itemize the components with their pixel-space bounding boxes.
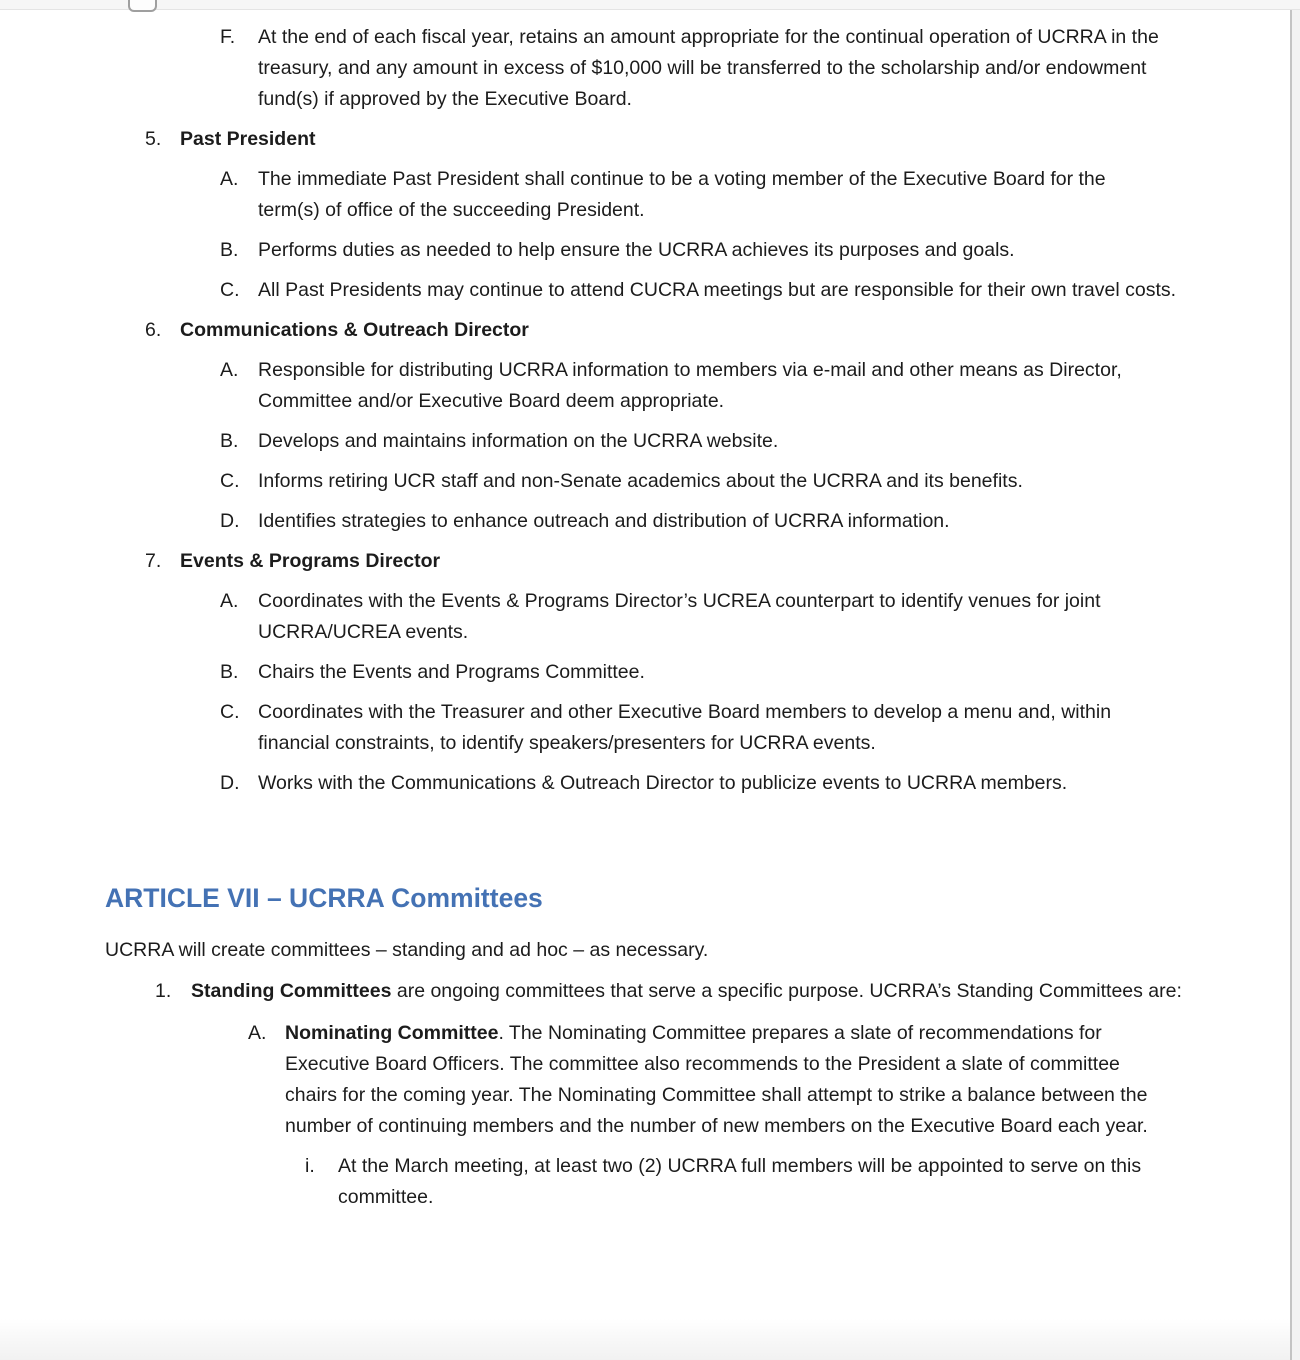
cropped-toolbar-button[interactable] [128, 0, 157, 12]
article-intro: UCRRA will create committees – standing and ad hoc – as necessary. [105, 939, 709, 961]
item-text: All Past Presidents may continue to attend CUCRA meetings but are responsible for their own travel costs. [258, 279, 1177, 301]
list-item [105, 768, 1190, 799]
item-marker: C. [220, 701, 240, 723]
list-item [105, 164, 1190, 226]
item-bold-label: Nominating Committee [285, 1022, 499, 1044]
item-rest-text: are ongoing committees that serve a specific purpose. UCRRA’s Standing Committees are: [391, 980, 1182, 1002]
item-rest-text: . The Nominating Committee prepares a slate of recommendations for Executive Board Officers. The committee also recommends to the President a slate of committee chairs for the coming year. The Nominating Committee shall attempt to strike a balance between the number of continuing members and the number of new members on the Executive Board each year. [285, 1022, 1148, 1137]
list-item [105, 697, 1190, 759]
item-marker: B. [220, 430, 239, 452]
page-bottom-shadow [0, 1318, 1300, 1360]
item-marker: A. [220, 590, 239, 612]
item-text: Responsible for distributing UCRRA information to members via e-mail and other means as Director, Committee and/or Executive Board deem appropriate. [258, 359, 1122, 412]
item-marker: F. [220, 26, 236, 48]
section-title: Past President [180, 128, 316, 150]
list-item [105, 426, 1190, 457]
item-marker: D. [220, 510, 240, 532]
section-number: 7. [145, 550, 162, 572]
item-marker: B. [220, 661, 239, 683]
item-text [191, 976, 1182, 1007]
item-text [285, 1018, 1175, 1142]
section-5-heading [105, 124, 1190, 155]
item-marker: A. [220, 168, 239, 190]
list-item-f [105, 22, 1190, 115]
viewer-top-strip [0, 0, 1300, 10]
item-text: Chairs the Events and Programs Committee. [258, 661, 645, 683]
item-text: The immediate Past President shall continue to be a voting member of the Executive Board for the term(s) of office of the succeeding President. [258, 168, 1106, 221]
item-bold-label: Standing Committees [191, 980, 392, 1002]
item-text: Coordinates with the Treasurer and other Executive Board members to develop a menu and, within financial constraints, to identify speakers/presenters for UCRRA events. [258, 701, 1112, 754]
item-text: Works with the Communications & Outreach Director to publicize events to UCRRA members. [258, 772, 1068, 794]
item-text: Coordinates with the Events & Programs Director’s UCREA counterpart to identify venues for joint UCRRA/UCREA events. [258, 590, 1101, 643]
article-heading: ARTICLE VII – UCRRA Committees [105, 883, 543, 913]
list-item-nominating-committee [105, 1018, 1190, 1142]
item-marker: C. [220, 279, 240, 301]
item-marker: A. [248, 1022, 267, 1044]
section-title: Events & Programs Director [180, 550, 441, 572]
section-6-heading [105, 315, 1190, 346]
list-item [105, 506, 1190, 537]
list-item [105, 466, 1190, 497]
list-item [105, 657, 1190, 688]
item-marker: C. [220, 470, 240, 492]
list-item-roman-i [105, 1151, 1190, 1213]
section-number: 6. [145, 319, 162, 341]
item-marker: 1. [155, 980, 172, 1002]
item-text: Develops and maintains information on the UCRRA website. [258, 430, 779, 452]
item-text: At the March meeting, at least two (2) UCRRA full members will be appointed to serve on this committee. [338, 1155, 1142, 1208]
item-marker: B. [220, 239, 239, 261]
section-7-heading [105, 546, 1190, 577]
section-number: 5. [145, 128, 162, 150]
item-text: At the end of each fiscal year, retains an amount appropriate for the continual operation of UCRRA in the treasury, and any amount in excess of $10,000 will be transferred to the scholarship and/or endowment fund(s) if approved by the Executive Board. [258, 26, 1159, 110]
page-right-edge [1292, 0, 1300, 1360]
list-item [105, 275, 1190, 306]
item-text: Informs retiring UCR staff and non-Senate academics about the UCRRA and its benefits. [258, 470, 1023, 492]
list-item [105, 586, 1190, 648]
item-text: Identifies strategies to enhance outreach and distribution of UCRRA information. [258, 510, 950, 532]
item-marker: i. [305, 1155, 315, 1177]
list-item [105, 355, 1190, 417]
item-marker: D. [220, 772, 240, 794]
list-item [105, 235, 1190, 266]
item-text: Performs duties as needed to help ensure the UCRRA achieves its purposes and goals. [258, 239, 1015, 261]
item-marker: A. [220, 359, 239, 381]
section-title: Communications & Outreach Director [180, 319, 529, 341]
list-item-standing-committees [105, 976, 1190, 1007]
